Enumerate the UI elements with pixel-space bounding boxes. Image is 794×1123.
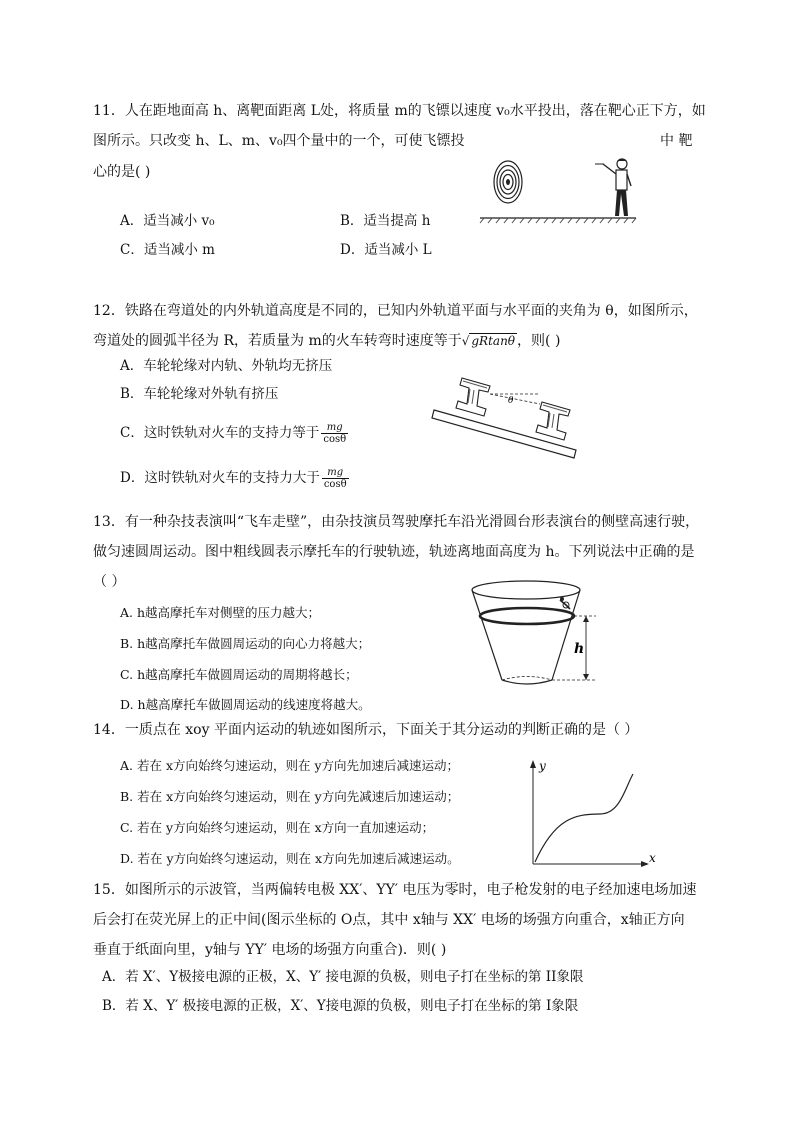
q15-option-b[interactable]: B．若 X、Y′ 极接电源的正极，X′、Y接电源的负极，则电子打在坐标的第 I象限 — [102, 998, 579, 1014]
dartboard-figure — [478, 152, 648, 227]
q13-stem-line2: 做匀速圆周运动。图中粗线圆表示摩托车的行驶轨迹，轨迹离地面高度为 h。下列说法中正确的是 — [93, 544, 695, 560]
q11-stem-line2: 图所示。只改变 h、L、m、v₀四个量中的一个，可使飞镖投 — [93, 133, 465, 149]
motorcycle-track-circle — [480, 608, 574, 624]
q13-stem-line1: 13．有一种杂技表演叫“飞车走壁”，由杂技演员驾驶摩托车沿光滑圆台形表演台的侧壁高速行驶， — [93, 514, 700, 530]
outer-rail-icon — [536, 402, 570, 440]
q14-option-c[interactable]: C. 若在 y方向始终匀速运动，则在 x方向一直加速运动； — [120, 820, 435, 835]
q15-stem-line3: 垂直于纸面向里，y轴与 YY′ 电场的场强方向重合)．则( ) — [93, 942, 447, 958]
sqrt-radicand: gRtanθ — [471, 334, 516, 348]
fraction-denominator: cosθ — [323, 434, 347, 445]
motorcycle-icon — [560, 597, 570, 609]
height-h-label: h — [574, 641, 585, 657]
y-axis-label: y — [539, 759, 546, 773]
theta-label: θ — [508, 396, 514, 406]
target-icon — [494, 161, 522, 203]
trajectory-graph-figure — [525, 758, 660, 873]
sqrt-expression: √ gRtanθ — [461, 334, 516, 348]
q13-option-b[interactable]: B. h越高摩托车做圆周运动的向心力将越大； — [120, 636, 371, 651]
mg-over-cos-fraction — [322, 467, 349, 490]
x-axis-arrow-icon — [641, 861, 649, 867]
thrower-person-icon — [595, 159, 631, 217]
trajectory-curve — [535, 774, 633, 862]
q12-stem-line2 — [93, 331, 560, 351]
q15-stem-line1: 15．如图所示的示波管，当两偏转电极 XX′、YY′ 电压为零时，电子枪发射的电子经加速电场加速 — [93, 882, 697, 898]
inner-rail-icon — [456, 378, 490, 416]
q12-option-b[interactable]: B．车轮轮缘对外轨有挤压 — [120, 386, 279, 402]
q14-option-b[interactable]: B. 若在 x方向始终匀速运动，则在 y方向先减速后加速运动； — [120, 789, 460, 804]
mg-over-cos-fraction — [321, 422, 348, 445]
q13-stem-line3: （ ） — [93, 574, 126, 590]
q15-stem-line2: 后会打在荧光屏上的正中间(图示坐标的 O点，其中 x轴与 XX′ 电场的场强方向重合，x轴正方向 — [93, 912, 685, 928]
q12-option-a[interactable]: A．车轮轮缘对内轨、外轨均无挤压 — [120, 358, 333, 374]
q12-option-c-text: C．这时铁轨对火车的支持力等于 — [120, 425, 320, 441]
q12-stem-line2-pre: 弯道处的圆弧半径为 R，若质量为 m的火车转弯时速度等于 — [93, 333, 462, 349]
q11-option-c[interactable]: C．适当减小 m — [120, 242, 215, 258]
q12-stem-line1: 12．铁路在弯道处的内外轨道高度是不同的，已知内外轨道平面与水平面的夹角为 θ，如图所示， — [93, 303, 698, 319]
q14-option-a[interactable]: A. 若在 x方向始终匀速运动，则在 y方向先加速后减速运动； — [120, 758, 460, 773]
fraction-denominator: cosθ — [323, 479, 347, 490]
q11-option-a[interactable]: A．适当减小 v₀ — [120, 213, 215, 229]
q12-option-d-text: D．这时铁轨对火车的支持力大于 — [120, 470, 320, 486]
q13-option-a[interactable]: A. h越高摩托车对侧壁的压力越大； — [120, 605, 321, 620]
q13-option-d[interactable]: D. h越高摩托车做圆周运动的线速度将越大。 — [120, 697, 371, 712]
y-axis-arrow-icon — [530, 760, 536, 768]
fraction-numerator: mg — [322, 467, 349, 479]
ground-line — [480, 218, 636, 223]
railway-track-figure — [432, 372, 582, 462]
q11-option-d[interactable]: D．适当减小 L — [340, 242, 432, 258]
q13-option-c[interactable]: C. h越高摩托车做圆周运动的周期将越长； — [120, 667, 358, 682]
fraction-numerator: mg — [321, 422, 348, 434]
q12-stem-line2-post: ，则( ) — [517, 333, 561, 349]
q12-option-d[interactable] — [120, 467, 349, 490]
q11-stem-line3: 心的是( ) — [93, 164, 151, 180]
q12-option-c[interactable] — [120, 422, 348, 445]
q14-stem-line1: 14．一质点在 xoy 平面内运动的轨迹如图所示，下面关于其分运动的判断正确的是（ ） — [93, 722, 639, 738]
q14-option-d[interactable]: D. 若在 y方向始终匀速运动，则在 x方向先加速后减速运动。 — [120, 851, 460, 866]
q11-option-b[interactable]: B．适当提高 h — [340, 213, 431, 229]
q11-stem-line1: 11．人在距地面高 h、离靶面距离 L处，将质量 m的飞镖以速度 v₀水平投出，落在靶心正下方，如 — [93, 103, 706, 119]
q11-stem-line2-right: 中 靶 — [660, 133, 693, 149]
x-axis-label: x — [649, 851, 656, 865]
q15-option-a[interactable]: A．若 X′、Y极接电源的正极，X、Y′ 接电源的负极，则电子打在坐标的第 II象限 — [102, 969, 584, 985]
frustum-stage-figure — [470, 578, 605, 693]
